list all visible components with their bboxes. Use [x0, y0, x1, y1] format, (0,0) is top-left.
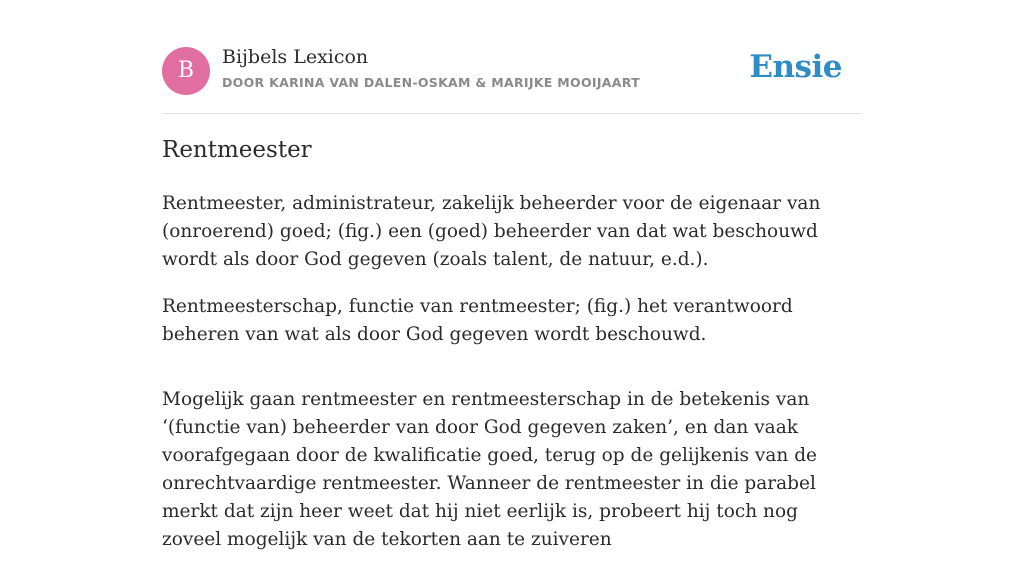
lexicon-avatar[interactable]: B [162, 47, 210, 95]
entry-body [162, 190, 862, 573]
definition-paragraph: Rentmeesterschap, functie van rentmeester; (fig.) het verantwoord beheren van wat als door God gegeven wordt beschouwd. [162, 296, 793, 345]
lexicon-authors: DOOR KARINA VAN DALEN-OSKAM & MARIJKE MOOIJAART [222, 75, 640, 90]
definition-paragraph: Rentmeester, administrateur, zakelijk beheerder voor de eigenaar van (onroerend) goed; (fig.) een (goed) beheerder van dat wat beschouwd wordt als door God gegeven (zoals talent, de natuur, e.d.). [162, 193, 821, 270]
page [162, 0, 862, 550]
ensie-logo[interactable]: Ensie [749, 49, 842, 85]
lexicon-header [162, 45, 862, 114]
explanation-paragraph: Mogelijk gaan rentmeester en rentmeesterschap in de betekenis van ‘(functie van) beheerder van door God gegeven zaken’, en dan vaak voorafgegaan door de kwalificatie goed, terug op de gelijkenis van de onrechtvaardige rentmeester. Wanneer de rentmeester in die parabel merkt dat zijn heer weet dat hij niet eerlijk is, probeert hij toch nog zoveel mogelijk van de tekorten aan te zuiveren [162, 389, 817, 550]
entry-title: Rentmeester [162, 137, 312, 163]
lexicon-title-link[interactable]: Bijbels Lexicon [222, 46, 369, 68]
